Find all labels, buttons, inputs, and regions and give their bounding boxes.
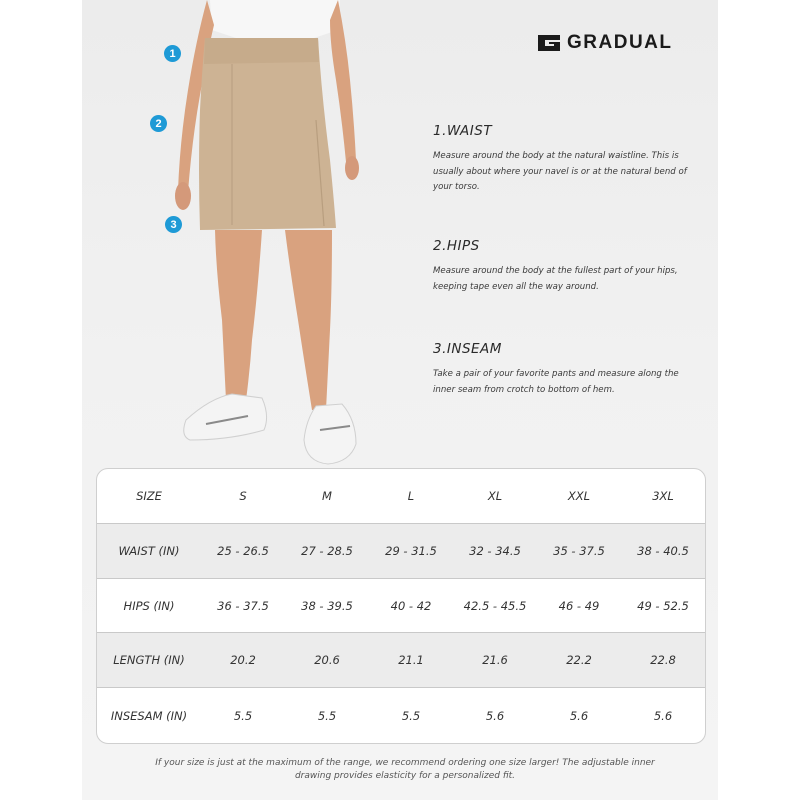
section-hips-title: 2.HIPS bbox=[433, 238, 480, 254]
header-cell: SIZE bbox=[136, 489, 162, 503]
header-cell: 3XL bbox=[652, 489, 674, 503]
table-cell: 5.6 bbox=[485, 708, 505, 723]
table-row bbox=[97, 633, 705, 687]
marker-waist: 1 bbox=[164, 45, 181, 62]
table-cell: 38 - 40.5 bbox=[637, 544, 689, 558]
right-leg bbox=[285, 230, 332, 410]
table-row bbox=[97, 688, 705, 743]
left-hand bbox=[175, 182, 191, 210]
table-cell: LENGTH (IN) bbox=[113, 653, 185, 667]
table-cell: 29 - 31.5 bbox=[385, 544, 437, 558]
section-inseam-text: Take a pair of your favorite pants and measure along the inner seam from crotch to bottom of hem. bbox=[433, 369, 679, 395]
table-cell: 5.6 bbox=[569, 708, 589, 723]
table-cell: 40 - 42 bbox=[390, 598, 432, 613]
table-cell: 5.6 bbox=[653, 708, 673, 723]
table-cell: 21.6 bbox=[482, 653, 508, 667]
table-cell: 5.5 bbox=[401, 708, 421, 723]
table-cell: 20.2 bbox=[230, 653, 256, 667]
table-cell: 22.8 bbox=[650, 653, 676, 667]
section-inseam bbox=[433, 341, 693, 398]
table-cell: HIPS (IN) bbox=[123, 598, 175, 613]
brand-name: GRADUAL bbox=[567, 32, 673, 53]
table-cell: 20.6 bbox=[314, 653, 340, 667]
table-cell: 5.5 bbox=[233, 708, 253, 723]
brand-logo bbox=[537, 30, 673, 56]
right-shoe bbox=[304, 404, 356, 464]
section-waist bbox=[433, 123, 693, 196]
marker-hips: 2 bbox=[150, 115, 167, 132]
left-leg bbox=[215, 230, 262, 400]
table-cell: 32 - 34.5 bbox=[469, 544, 521, 558]
section-hips-text: Measure around the body at the fullest part of your hips, keeping tape even all the way around. bbox=[433, 266, 678, 292]
table-cell: WAIST (IN) bbox=[118, 544, 180, 558]
header-cell: M bbox=[322, 489, 332, 503]
section-waist-text: Measure around the body at the natural waistline. This is usually about where your navel is or at the natural bend of your torso. bbox=[433, 151, 687, 192]
table-row bbox=[97, 579, 705, 632]
table-cell: 42.5 - 45.5 bbox=[463, 598, 527, 613]
table-cell: 27 - 28.5 bbox=[301, 544, 353, 558]
table-header-row bbox=[97, 469, 705, 523]
table-cell: 36 - 37.5 bbox=[217, 598, 269, 613]
table-cell: 46 - 49 bbox=[558, 598, 600, 613]
skirt-waistband bbox=[204, 38, 319, 64]
table-cell: 38 - 39.5 bbox=[301, 598, 353, 613]
brand-icon bbox=[537, 33, 561, 53]
table-cell: 49 - 52.5 bbox=[637, 598, 689, 613]
table-cell: 21.1 bbox=[398, 653, 424, 667]
header-cell: XXL bbox=[567, 489, 591, 503]
skirt bbox=[199, 38, 336, 230]
table-row bbox=[97, 524, 705, 578]
marker-inseam: 3 bbox=[165, 216, 182, 233]
right-hand bbox=[345, 156, 359, 180]
size-chart-table bbox=[96, 468, 706, 744]
table-cell: 35 - 37.5 bbox=[553, 544, 605, 558]
section-hips bbox=[433, 238, 693, 295]
section-inseam-title: 3.INSEAM bbox=[433, 341, 502, 357]
white-top bbox=[210, 0, 340, 42]
table-cell: 25 - 26.5 bbox=[217, 544, 269, 558]
left-shoe bbox=[184, 394, 267, 440]
section-waist-title: 1.WAIST bbox=[433, 123, 493, 139]
table-cell: 22.2 bbox=[566, 653, 592, 667]
header-cell: S bbox=[239, 489, 247, 503]
table-cell: INSESAM (IN) bbox=[110, 708, 188, 723]
right-arm bbox=[330, 0, 356, 162]
header-cell: L bbox=[407, 489, 415, 503]
header-cell: XL bbox=[487, 489, 503, 503]
table-cell: 5.5 bbox=[317, 708, 337, 723]
footnote: If your size is just at the maximum of the range, we recommend ordering one size larger! The adjustable inner drawing provides elasticity for a personalized fit. bbox=[155, 758, 655, 781]
